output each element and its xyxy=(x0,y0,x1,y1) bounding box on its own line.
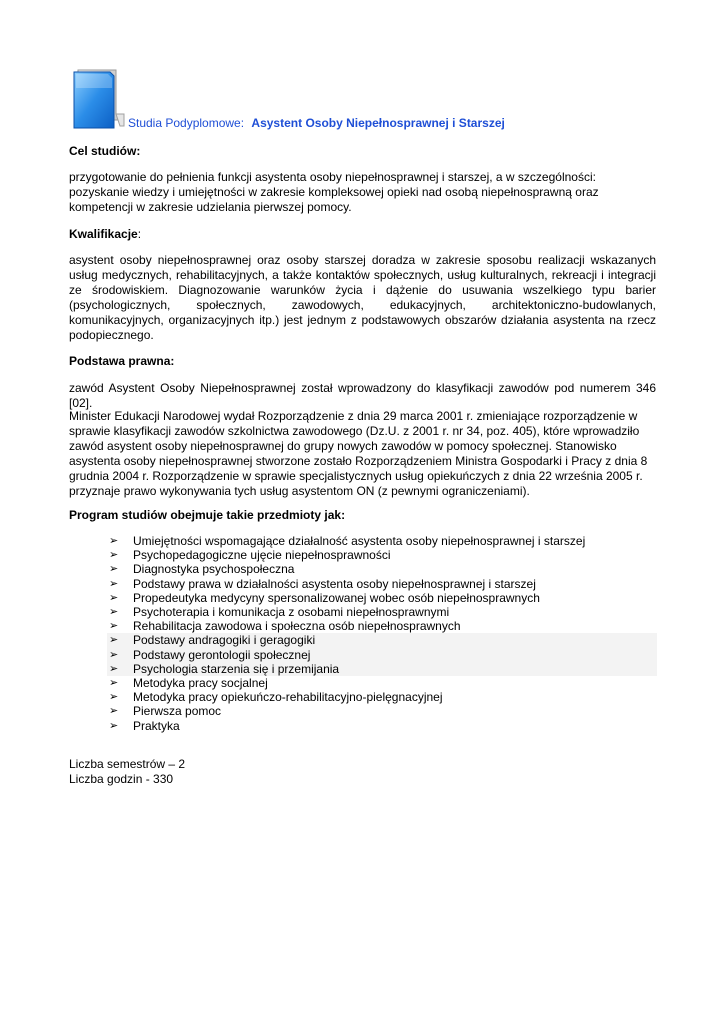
header-prefix: Studia Podyplomowe: xyxy=(128,116,245,130)
goal-line: kompetencji w zakresie udzielania pierwszej pomocy. xyxy=(69,200,352,214)
qualifications-text xyxy=(69,253,656,343)
subject-label: Pierwsza pomoc xyxy=(133,704,222,719)
legal-text-2 xyxy=(69,409,656,499)
hours-count: Liczba godzin - 330 xyxy=(69,772,174,786)
subject-label: Psychopedagogiczne ujęcie niepełnosprawności xyxy=(133,548,391,563)
header-title: Asystent Osoby Niepełnosprawnej i Starszej xyxy=(251,116,505,130)
legal-heading: Podstawa prawna: xyxy=(69,354,175,368)
arrow-bullet-icon: ➢ xyxy=(109,634,119,647)
semesters-count: Liczba semestrów – 2 xyxy=(69,757,186,771)
subject-label: Umiejętności wspomagające działalność asystenta osoby niepełnosprawnej i starszej xyxy=(133,534,586,548)
summary xyxy=(69,757,656,787)
arrow-bullet-icon: ➢ xyxy=(109,620,119,633)
arrow-bullet-icon: ➢ xyxy=(109,705,119,718)
subjects-list xyxy=(107,534,657,733)
goal-text xyxy=(69,170,656,215)
list-item xyxy=(107,619,657,633)
subject-label: Psychologia starzenia się i przemijania xyxy=(133,661,340,676)
subject-label: Podstawy prawa w działalności asystenta osoby niepełnosprawnej i starszej xyxy=(133,576,536,591)
legal-line: przyznaje prawo wykonywania tych usług asystentom ON (z pewnymi ograniczeniami). xyxy=(69,484,530,498)
subject-label: Podstawy andragogiki i geragogiki xyxy=(133,633,316,648)
legal-line: grudnia 2004 r. Rozporządzenie w sprawie specjalistycznych usług opiekuńczych z dnia 22 września 2005 r. xyxy=(69,469,643,483)
legal-line: zawód asystent osoby niepełnosprawnej do grupy nowych zawodów w pomocy społecznej. Stanowisko xyxy=(69,439,617,453)
goal-heading: Cel studiów: xyxy=(69,144,141,158)
arrow-bullet-icon: ➢ xyxy=(109,719,119,732)
arrow-bullet-icon: ➢ xyxy=(109,648,119,661)
subject-label: Rehabilitacja zawodowa i społeczna osób niepełnosprawnych xyxy=(133,619,461,634)
subject-label: Metodyka pracy socjalnej xyxy=(133,676,268,691)
program-heading: Program studiów obejmuje takie przedmioty jak: xyxy=(69,508,346,522)
goal-line: pozyskanie wiedzy i umiejętności w zakresie kompleksowej opieki nad osobą niepełnosprawną oraz xyxy=(69,185,599,199)
legal-text-1 xyxy=(69,381,656,411)
arrow-bullet-icon: ➢ xyxy=(109,591,119,604)
list-item xyxy=(107,548,657,562)
qualifications-heading-colon: : xyxy=(137,227,142,241)
qualifications-heading-row xyxy=(69,227,656,242)
legal-line: asystenta osoby niepełnosprawnej stworzone zostało Rozporządzeniem Ministra Gospodarki i Pracy z dnia 8 xyxy=(69,454,648,468)
arrow-bullet-icon: ➢ xyxy=(109,691,119,704)
subject-label: Psychoterapia i komunikacja z osobami niepełnosprawnymi xyxy=(133,605,450,620)
list-item xyxy=(107,676,657,690)
document-header xyxy=(128,116,505,130)
goal-line: przygotowanie do pełnienia funkcji asystenta osoby niepełnosprawnej i starszej, a w szczególności: xyxy=(69,170,596,184)
legal-paragraph: zawód Asystent Osoby Niepełnosprawnej został wprowadzony do klasyfikacji zawodów pod numerem 346 [02]. xyxy=(69,381,656,410)
arrow-bullet-icon: ➢ xyxy=(109,606,119,619)
legal-line: sprawie klasyfikacji zawodów szkolnictwa zawodowego (Dz.U. z 2001 r. nr 34, poz. 405), które wprowadziło xyxy=(69,424,640,438)
legal-line: Minister Edukacji Narodowej wydał Rozporządzenie z dnia 29 marca 2001 r. zmieniające rozporządzenie w xyxy=(69,409,638,423)
list-item xyxy=(107,577,657,591)
arrow-bullet-icon: ➢ xyxy=(109,549,119,562)
subject-label: Praktyka xyxy=(133,718,180,733)
subject-label: Diagnostyka psychospołeczna xyxy=(133,562,295,577)
subject-label: Propedeutyka medycyny spersonalizowanej wobec osób niepełnosprawnych xyxy=(133,590,540,605)
list-item xyxy=(107,690,657,704)
arrow-bullet-icon: ➢ xyxy=(109,535,119,547)
qualifications-heading: Kwalifikacje xyxy=(69,227,138,241)
list-item xyxy=(107,648,657,662)
list-item xyxy=(107,591,657,605)
list-item xyxy=(107,662,657,676)
subject-label: Metodyka pracy opiekuńczo-rehabilitacyjno-pielęgnacyjnej xyxy=(133,690,443,705)
list-item xyxy=(107,562,657,576)
list-item xyxy=(107,719,657,733)
qualifications-paragraph: asystent osoby niepełnosprawnej oraz osoby starszej doradza w zakresie sposobu realizacji wskazanych usług medycznych, rehabilitacyjnych, a także kontaktów społecznych, usług kulturalnych, rekreacji i integracji ze środowiskiem. Diagnozowanie warunków życia i dążenie do usuwania wszelkiego typu barier (psychologicznych, społecznych, zawodowych, edukacyjnych, architektoniczno-budowlanych, komunikacyjnych, organizacyjnych itp.) jest jednym z podstawowych obszarów działania asystenta na rzecz podopiecznego. xyxy=(69,253,656,342)
arrow-bullet-icon: ➢ xyxy=(109,577,119,590)
subject-label: Podstawy gerontologii społecznej xyxy=(133,647,311,662)
folder-icon xyxy=(70,68,126,130)
list-item xyxy=(107,605,657,619)
arrow-bullet-icon: ➢ xyxy=(109,563,119,576)
list-item xyxy=(107,633,657,647)
arrow-bullet-icon: ➢ xyxy=(109,677,119,690)
list-item xyxy=(107,704,657,718)
arrow-bullet-icon: ➢ xyxy=(109,662,119,675)
list-item xyxy=(107,534,657,548)
